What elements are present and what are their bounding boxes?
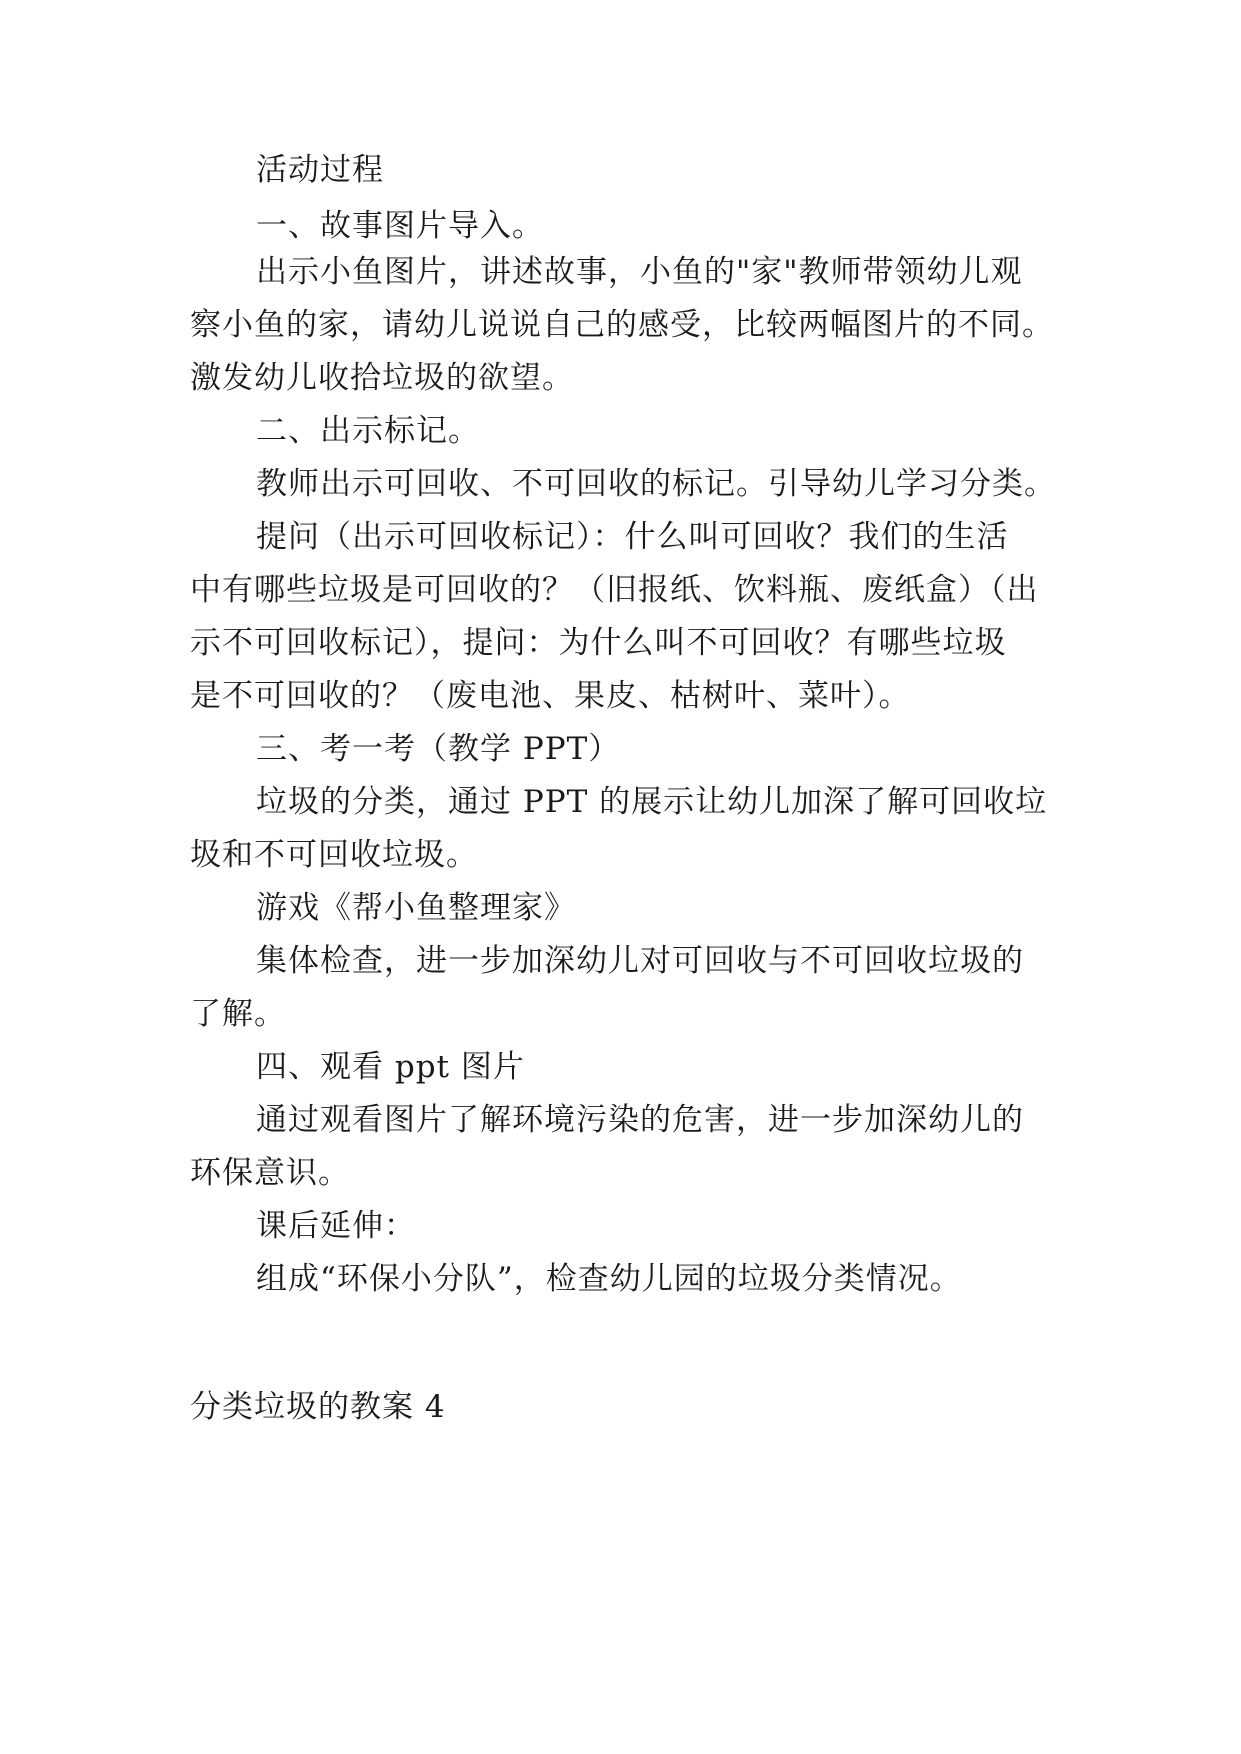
- paragraph-line: 察小鱼的家，请幼儿说说自己的感受，比较两幅图片的不同。: [190, 307, 1054, 343]
- step-four-heading: 四、观看 ppt 图片: [256, 1049, 525, 1085]
- paragraph-line: 激发幼儿收拾垃圾的欲望。: [190, 360, 574, 396]
- step-three-heading: 三、考一考（教学 PPT）: [256, 731, 621, 767]
- extension-heading: 课后延伸：: [256, 1208, 416, 1244]
- paragraph-line: 中有哪些垃圾是可回收的？（旧报纸、饮料瓶、废纸盒）（出: [190, 572, 1039, 608]
- paragraph-line: 提问（出示可回收标记）：什么叫可回收？我们的生活: [256, 519, 1009, 555]
- paragraph-line: 了解。: [190, 996, 286, 1032]
- paragraph-line: 是不可回收的？（废电池、果皮、枯树叶、菜叶）。: [190, 678, 911, 714]
- paragraph-line: 集体检查，进一步加深幼儿对可回收与不可回收垃圾的: [256, 943, 1024, 979]
- paragraph-line: 垃圾的分类，通过 PPT 的展示让幼儿加深了解可回收垃: [256, 784, 1048, 820]
- paragraph-line: 通过观看图片了解环境污染的危害，进一步加深幼儿的: [256, 1102, 1024, 1138]
- game-heading: 游戏《帮小鱼整理家》: [256, 890, 576, 926]
- paragraph-line: 出示小鱼图片，讲述故事，小鱼的"家"教师带领幼儿观: [256, 254, 1023, 290]
- paragraph-line: 圾和不可回收垃圾。: [190, 837, 478, 873]
- paragraph-line: 教师出示可回收、不可回收的标记。引导幼儿学习分类。: [256, 466, 1056, 502]
- step-one-heading: 一、故事图片导入。: [256, 208, 544, 244]
- heading-activity-process: 活动过程: [256, 152, 384, 188]
- paragraph-line: 环保意识。: [190, 1155, 350, 1191]
- step-two-heading: 二、出示标记。: [256, 413, 480, 449]
- paragraph-line: 示不可回收标记），提问：为什么叫不可回收？有哪些垃圾: [190, 625, 1007, 661]
- section-title: 分类垃圾的教案 4: [190, 1389, 446, 1425]
- paragraph-line: 组成“环保小分队”，检查幼儿园的垃圾分类情况。: [256, 1261, 962, 1297]
